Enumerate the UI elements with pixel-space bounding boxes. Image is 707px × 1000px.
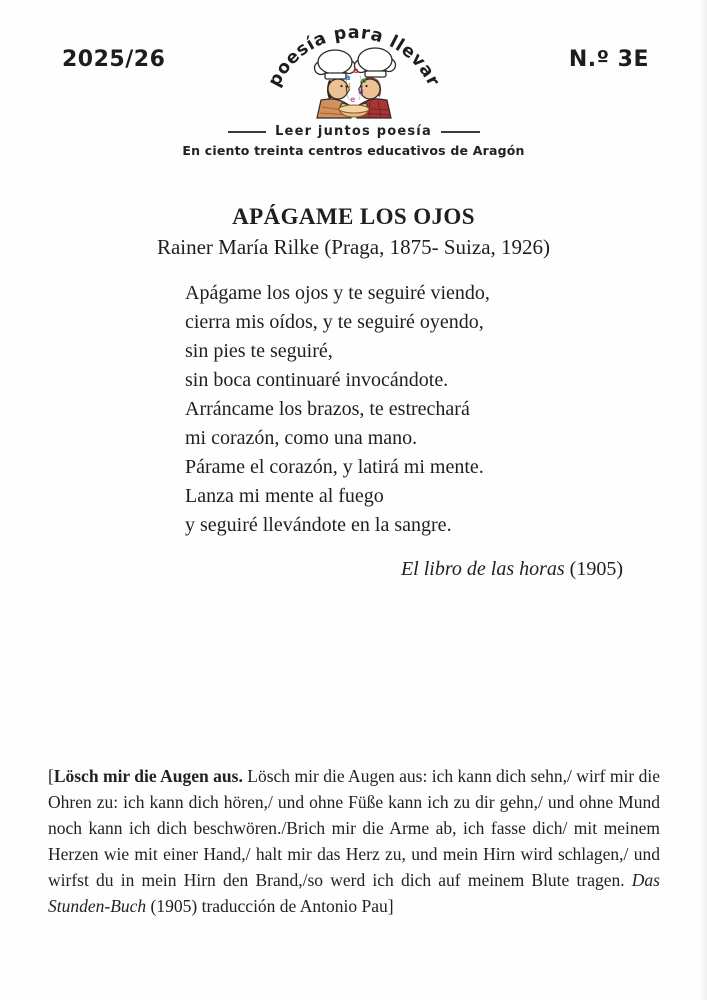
poem-line: sin pies te seguiré,	[185, 340, 333, 362]
school-year-label: 2025/26	[62, 47, 166, 72]
source-work-title: El libro de las horas	[400, 558, 565, 580]
poem-line: y seguiré llevándote en la sangre.	[185, 514, 452, 536]
poem-line: cierra mis oídos, y te seguiré oyendo,	[185, 311, 484, 333]
steam-letter: e	[352, 66, 358, 75]
footnote-work-title: Das Stunden-Buch	[48, 870, 660, 916]
issue-number-label: N.º 3E	[568, 47, 649, 72]
logo-arc-text: poesía para llevar	[264, 22, 443, 91]
poem-line: sin boca continuaré invocándote.	[185, 369, 449, 391]
footnote-lead-bold: Lösch mir die Augen aus.	[53, 766, 243, 786]
logo-illustration	[229, 10, 479, 122]
source-year: (1905)	[564, 558, 623, 580]
chef-hat-right	[354, 48, 395, 77]
logo-tagline-row	[228, 124, 480, 139]
source-attribution	[401, 556, 623, 583]
footnote-german-text: Lösch mir die Augen aus: ich kann dich sehn,/ wirf mir die Ohren zu: ich kann dich hören,/ und ohne Füße kann ich zu dir gehn,/ und ohne Mund noch kann ich dich beschwören./Brich mir die Arme ab, ich fasse dich/ mit meinem Herzen wie mit einer Hand,/ halt mir das Herz zu, und mein Hirn wird schlagen,/ und wirfst du in mein Hirn den Brand,/so werd ich dich auf meinem Blute tragen.	[48, 766, 660, 890]
poem-title: APÁGAME LOS OJOS	[232, 204, 475, 229]
poem-line: Lanza mi mente al fuego	[185, 485, 384, 507]
steam-letter: e	[349, 95, 355, 104]
poem-line: Apágame los ojos y te seguiré viendo,	[185, 282, 490, 304]
footnote-open-bracket: [	[48, 766, 54, 786]
poem-line: mi corazón, como una mano.	[185, 427, 418, 449]
logo-tagline: Leer juntos poesía	[275, 124, 432, 139]
steam-letter: u	[357, 87, 364, 96]
logo-subtitle: En ciento treinta centros educativos de Aragón	[182, 143, 525, 158]
steam-letter: a	[344, 73, 350, 82]
steam-letter: o	[360, 76, 366, 85]
poem-author: Rainer María Rilke (Praga, 1875- Suiza, 1926)	[156, 235, 551, 259]
tagline-dash-left	[228, 131, 267, 133]
poem-body	[185, 279, 490, 540]
steam-letter: i	[347, 82, 351, 91]
logo-chefs-scene	[314, 48, 395, 118]
poem-line: Párame el corazón, y latirá mi mente.	[185, 456, 484, 478]
steaming-bowl	[339, 105, 369, 117]
tagline-dash-right	[441, 131, 480, 133]
poem-line: Arráncame los brazos, te estrechará	[185, 398, 470, 420]
footnote-tail: (1905) traducción de Antonio Pau]	[146, 896, 394, 916]
german-original-footnote	[48, 763, 660, 919]
program-logo	[174, 10, 534, 158]
